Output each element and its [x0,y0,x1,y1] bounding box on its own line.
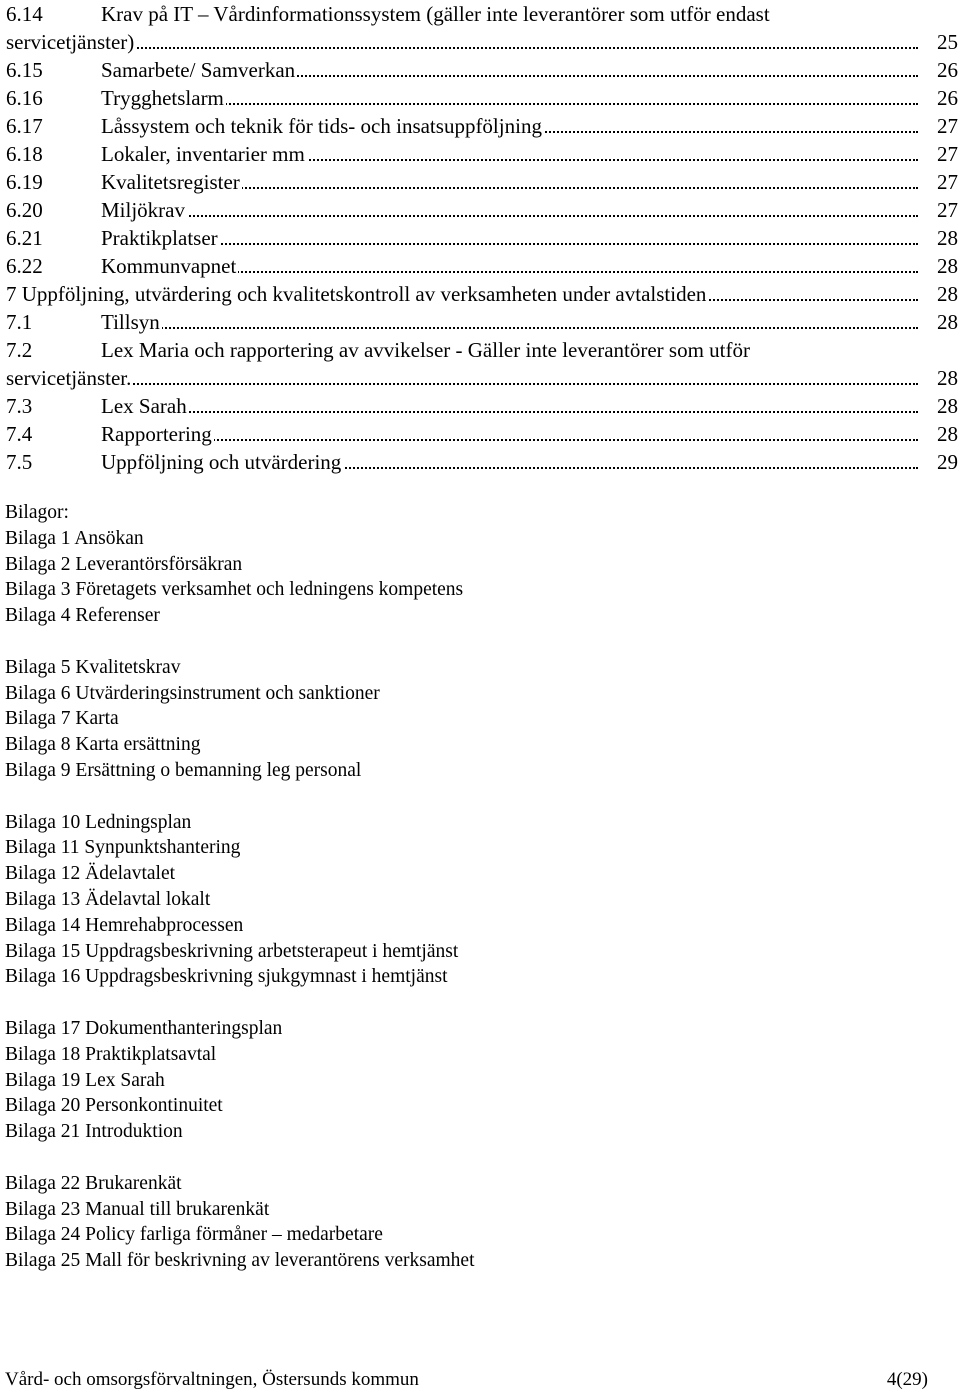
toc-page-number: 27 [937,114,958,138]
toc-leader-dots [6,47,918,49]
toc-entry-number: 6.16 [6,86,43,110]
toc-page-number: 28 [937,366,958,390]
attachment-item: Bilaga 9 Ersättning o bemanning leg personal [5,759,362,781]
attachment-item: Bilaga 25 Mall för beskrivning av leverantörens verksamhet [5,1250,475,1272]
attachment-item: Bilaga 21 Introduktion [5,1121,183,1143]
attachments-group [5,1171,475,1274]
toc-entry-number: 6.15 [6,58,43,82]
toc-entry[interactable] [6,280,958,308]
attachment-item: Bilaga 19 Lex Sarah [5,1069,165,1091]
toc-entry-title: Kommunvapnet [101,254,237,278]
toc-page-number: 28 [937,226,958,250]
attachment-item: Bilaga 2 Leverantörsförsäkran [5,553,243,575]
toc-entry[interactable] [6,140,958,168]
attachment-item: Bilaga 12 Ädelavtalet [5,863,176,885]
page-footer [5,1366,928,1394]
attachments-list [5,500,475,1274]
toc-entry-label [6,392,189,420]
toc-page-number: 28 [937,394,958,418]
toc-entry-title: Krav på IT – Vårdinformationssystem (gäller inte leverantörer som utför endast [101,2,770,26]
toc-page-number: 25 [937,30,958,54]
toc-entry-number: 7.2 [6,338,33,362]
toc-entry-label [6,140,307,168]
toc-page-number: 29 [937,450,958,474]
toc-entry-label [6,308,162,336]
toc-entry[interactable] [6,336,958,364]
toc-entry[interactable] [6,420,958,448]
toc-entry-label [6,168,242,196]
toc-page-number: 28 [937,422,958,446]
attachments-group [5,810,475,991]
toc-page-number: 28 [937,310,958,334]
toc-entry[interactable] [6,364,958,392]
group-spacer [5,629,475,655]
attachment-item: Bilaga 5 Kvalitetskrav [5,656,181,678]
toc-entry-title: Lex Maria och rapportering av avvikelser - Gäller inte leverantörer som utför [101,338,750,362]
toc-entry-label [6,280,708,308]
attachments-groups [5,526,475,1274]
toc-entry-label [6,56,297,84]
attachment-item: Bilaga 8 Karta ersättning [5,734,201,756]
toc-page-number: 26 [937,86,958,110]
table-of-contents [6,0,958,476]
toc-entry-label [6,28,136,56]
attachments-group [5,1016,475,1145]
toc-entry[interactable] [6,224,958,252]
toc-entry-title: Kvalitetsregister [101,170,240,194]
attachment-item: Bilaga 7 Karta [5,708,119,730]
toc-entry-number: 7.4 [6,422,33,446]
toc-entry-title: Samarbete/ Samverkan [101,58,296,82]
toc-entry[interactable] [6,112,958,140]
attachment-item: Bilaga 10 Ledningsplan [5,811,192,833]
toc-page-number: 27 [937,170,958,194]
toc-entry-title: Lex Sarah [101,394,187,418]
toc-entry-number: 6.19 [6,170,43,194]
toc-page-number: 28 [937,282,958,306]
attachment-item: Bilaga 15 Uppdragsbeskrivning arbetsterapeut i hemtjänst [5,940,459,962]
toc-entry-number: 6.22 [6,254,43,278]
toc-page-number: 28 [937,254,958,278]
attachment-item: Bilaga 13 Ädelavtal lokalt [5,888,211,910]
toc-entry-label [6,336,752,364]
attachment-item: Bilaga 24 Policy farliga förmåner – medarbetare [5,1224,383,1246]
attachment-item: Bilaga 20 Personkontinuitet [5,1095,223,1117]
attachment-item: Bilaga 11 Synpunktshantering [5,837,241,859]
toc-page-number: 27 [937,198,958,222]
toc-page-number: 27 [937,142,958,166]
group-spacer [5,990,475,1016]
toc-entry-number: 7 [6,282,17,306]
toc-entry-label [6,448,343,476]
toc-entry-number: 6.20 [6,198,43,222]
attachments-heading: Bilagor: [5,502,69,523]
toc-entry-title: Lokaler, inventarier mm [101,142,305,166]
toc-entry-title: servicetjänster. [6,366,132,390]
toc-entry-label [6,364,133,392]
toc-entry-title: Miljökrav [101,198,185,222]
toc-entry-title: Uppföljning, utvärdering och kvalitetskontroll av verksamheten under avtalstiden [21,282,707,306]
attachment-item: Bilaga 23 Manual till brukarenkät [5,1198,270,1220]
attachments-group [5,526,475,629]
attachment-item: Bilaga 6 Utvärderingsinstrument och sanktioner [5,682,380,704]
attachment-item: Bilaga 22 Brukarenkät [5,1172,182,1194]
toc-entry-label [6,196,187,224]
attachment-item: Bilaga 17 Dokumenthanteringsplan [5,1017,283,1039]
toc-entry-label [6,84,226,112]
footer-page-number: 4(29) [886,1369,928,1390]
attachment-item: Bilaga 3 Företagets verksamhet och ledningens kompetens [5,579,464,601]
toc-entry-number: 6.14 [6,2,43,26]
toc-entry-title: servicetjänster) [6,30,135,54]
toc-entry-label [6,420,214,448]
toc-entry-number: 6.21 [6,226,43,250]
toc-entry[interactable] [6,168,958,196]
attachment-item: Bilaga 16 Uppdragsbeskrivning sjukgymnast i hemtjänst [5,966,448,988]
toc-page-number: 26 [937,58,958,82]
toc-entry-label [6,224,220,252]
toc-entry-number: 7.5 [6,450,33,474]
toc-entry[interactable] [6,56,958,84]
toc-entry-number: 7.1 [6,310,33,334]
toc-entry-label [6,112,544,140]
toc-entry-number: 6.18 [6,142,43,166]
toc-entry[interactable] [6,196,958,224]
toc-leader-dots [6,383,918,385]
toc-entry-title: Låssystem och teknik för tids- och insatsuppföljning [101,114,542,138]
toc-entry[interactable] [6,84,958,112]
toc-entry[interactable] [6,308,958,336]
toc-entry-title: Praktikplatser [101,226,218,250]
toc-entry-label [6,252,238,280]
footer-organization: Vård- och omsorgsförvaltningen, Östersunds kommun [5,1369,419,1390]
toc-entry[interactable] [6,0,958,28]
toc-entry[interactable] [6,252,958,280]
attachment-item: Bilaga 1 Ansökan [5,527,144,549]
attachment-item: Bilaga 4 Referenser [5,605,160,627]
group-spacer [5,784,475,810]
group-spacer [5,1145,475,1171]
attachments-group [5,655,475,784]
toc-entry-label [6,0,772,28]
toc-entry[interactable] [6,392,958,420]
toc-entry-title: Trygghetslarm [101,86,224,110]
toc-entry-number: 6.17 [6,114,43,138]
attachment-item: Bilaga 18 Praktikplatsavtal [5,1043,217,1065]
toc-entry[interactable] [6,28,958,56]
attachment-item: Bilaga 14 Hemrehabprocessen [5,914,244,936]
toc-entry-title: Uppföljning och utvärdering [101,450,342,474]
toc-entry-number: 7.3 [6,394,33,418]
toc-entry-title: Tillsyn [101,310,160,334]
toc-entry[interactable] [6,448,958,476]
toc-entry-title: Rapportering [101,422,212,446]
